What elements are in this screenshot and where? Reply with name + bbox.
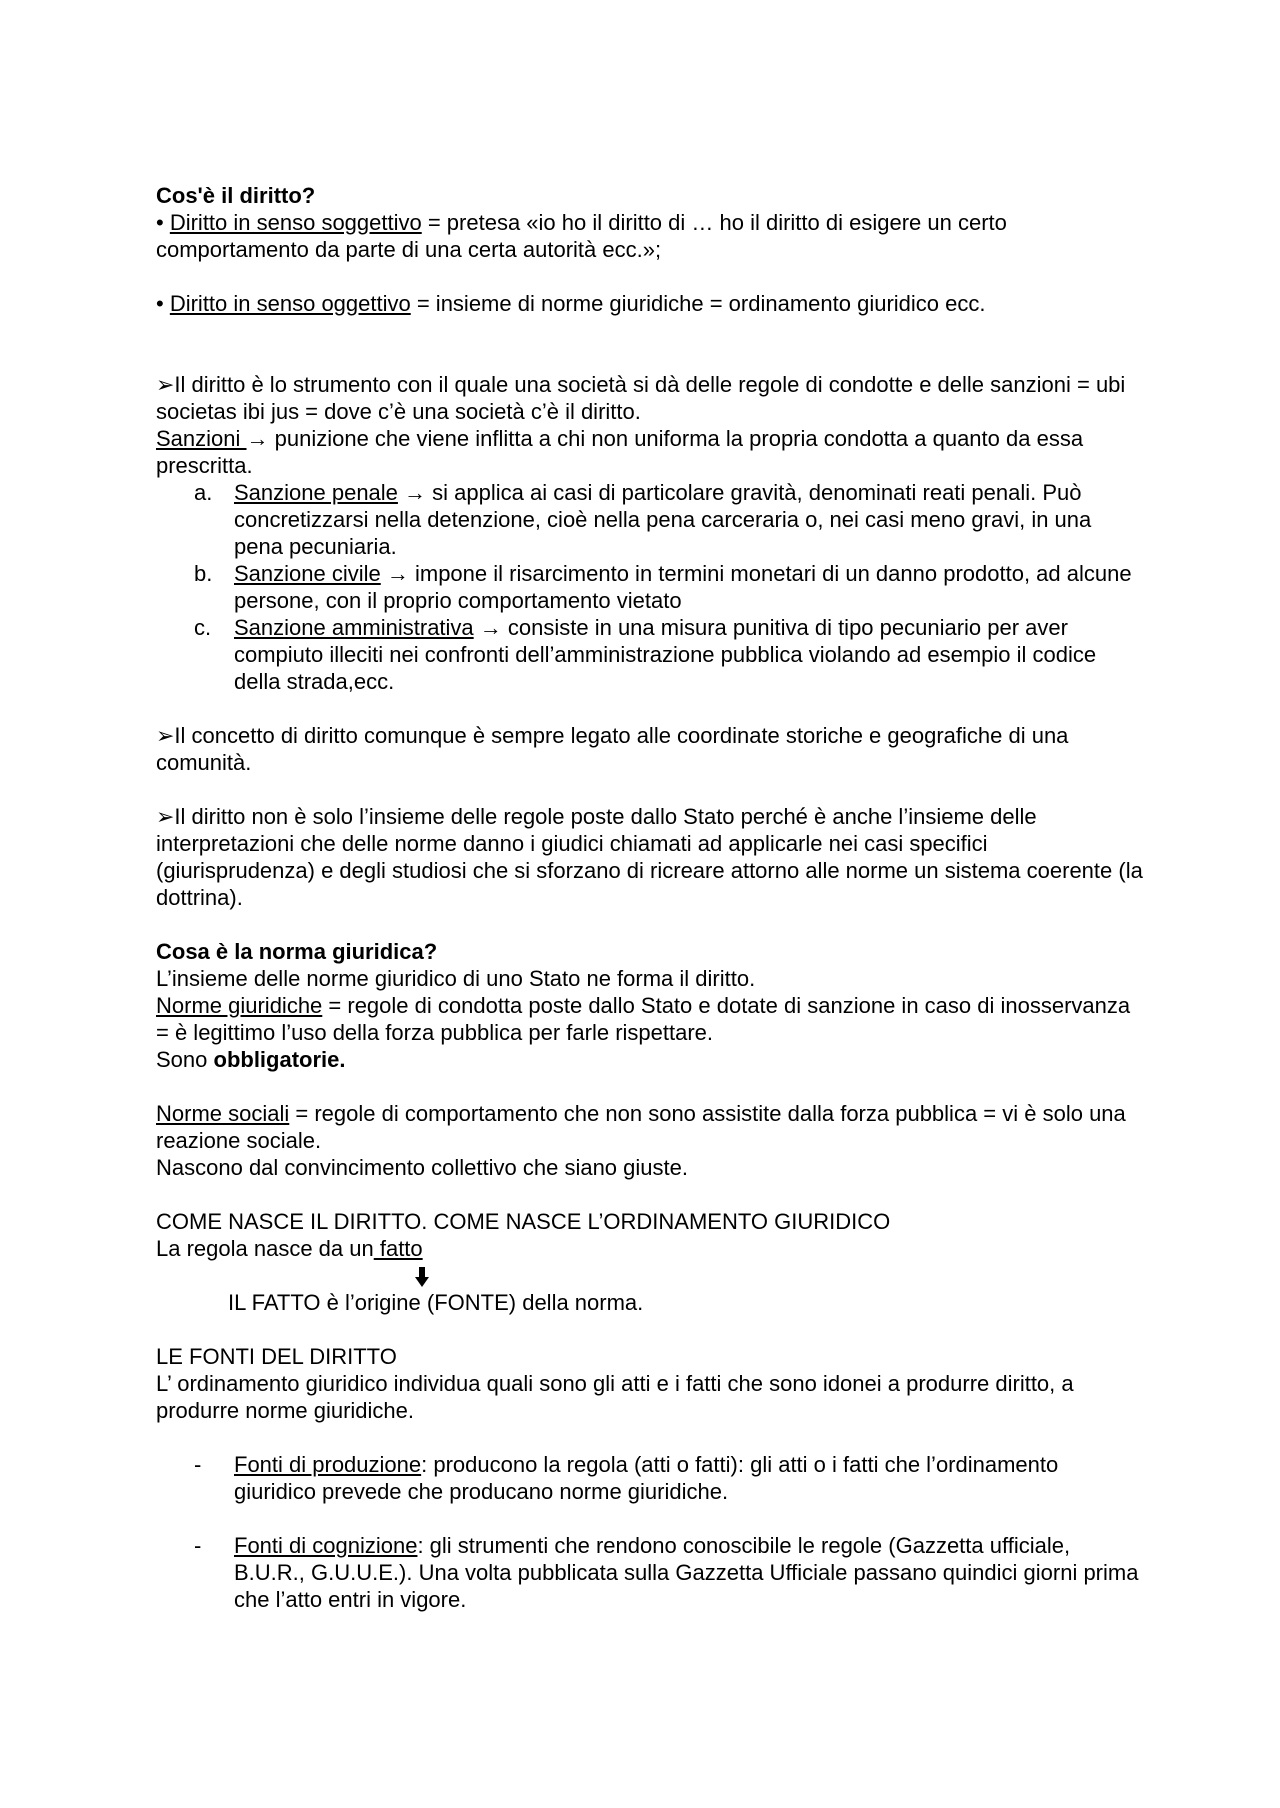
fonti-item-cognizione (156, 1532, 1146, 1613)
term-sanzione-amministrativa: Sanzione amministrativa (234, 615, 474, 640)
norme-sociali-definition (156, 1100, 1146, 1154)
bullet-marker: • (156, 291, 164, 316)
term-fonti-produzione: Fonti di produzione (234, 1452, 422, 1477)
nascono-line: Nascono dal convincimento collettivo che siano giuste. (156, 1155, 688, 1180)
bullet-marker: • (156, 210, 164, 235)
paragraph-strumento: ➢Il diritto è lo strumento con il quale una società si dà delle regole di condotte e delle sanzioni = ubi societas ibi jus = dove c’è una società c’è il diritto. (156, 372, 1126, 424)
item-text: → impone il risarcimento in termini monetari di un danno prodotto, ad alcune persone, con il proprio comportamento vietato (234, 561, 1132, 613)
norma-line: L’insieme delle norme giuridico di uno Stato ne forma il diritto. (156, 966, 756, 991)
fatto-origine-line: IL FATTO è l’origine (FONTE) della norma. (228, 1290, 644, 1315)
heading-fonti: LE FONTI DEL DIRITTO (156, 1344, 397, 1369)
section-title-diritto: Cos'è il diritto? (156, 183, 316, 208)
term-fatto: fatto (373, 1236, 423, 1261)
term-sanzione-penale: Sanzione penale (234, 480, 398, 505)
term-sanzioni: Sanzioni (156, 426, 247, 451)
item-text: : producono la regola (atti o fatti): gli atti o i fatti che l’ordinamento giuridico prevede che producano norme giuridiche. (234, 1452, 1059, 1504)
list-marker: b. (194, 561, 213, 586)
regola-line (156, 1235, 1146, 1262)
bullet-soggettivo (156, 209, 1146, 263)
paragraph-concetto: ➢Il concetto di diritto comunque è sempre legato alle coordinate storiche e geografiche di una comunità. (156, 723, 1069, 775)
obbligatorie-bold: obbligatorie. (213, 1047, 346, 1072)
down-arrow-row (156, 1262, 1146, 1289)
sanzione-item-civile (156, 560, 1146, 614)
norme-giuridiche-definition (156, 992, 1146, 1046)
item-text: : gli strumenti che rendono conoscibile le regole (Gazzetta ufficiale, B.U.R., G.U.U.E.). Una volta pubblicata sulla Gazzetta Ufficiale passano quindici giorni prima che l’atto entri in vigore. (234, 1533, 1139, 1612)
list-marker: - (194, 1452, 202, 1477)
bullet-text: = pretesa «io ho il diritto di … ho il diritto di esigere un certo comportamento da parte di una certa autorità ecc.»; (156, 210, 1007, 262)
sanzioni-text: → punizione che viene inflitta a chi non uniforma la propria condotta a quanto da essa prescritta. (156, 426, 1084, 478)
term-sanzione-civile: Sanzione civile (234, 561, 381, 586)
term-norme-sociali: Norme sociali (156, 1101, 290, 1126)
document-page (156, 182, 1146, 1613)
sono-prefix: Sono (156, 1047, 214, 1072)
sanzione-item-penale (156, 479, 1146, 560)
item-text: → consiste in una misura punitiva di tipo pecuniario per aver compiuto illeciti nei confronti dell’amministrazione pubblica violando ad esempio il codice della strada,ecc. (234, 615, 1097, 694)
item-text: → si applica ai casi di particolare gravità, denominati reati penali. Può concretizzarsi nella detenzione, cioè nella pena carceraria o, nei casi meno gravi, in una pena pecuniaria. (234, 480, 1092, 559)
bullet-text: = insieme di norme giuridiche = ordinamento giuridico ecc. (410, 291, 986, 316)
definition-text: = regole di comportamento che non sono assistite dalla forza pubblica = vi è solo una reazione sociale. (156, 1101, 1126, 1153)
list-marker: a. (194, 480, 213, 505)
paragraph-interpretazioni: ➢Il diritto non è solo l’insieme delle regole poste dallo Stato perché è anche l’insieme delle interpretazioni che delle norme danno i giudici chiamati ad applicarle nei casi specifici (giurisprudenza) e degli studiosi che si sforzano di ricreare attorno alle norme un sistema coerente (la dottrina). (156, 804, 1143, 910)
term-norme-giuridiche: Norme giuridiche (156, 993, 323, 1018)
term-oggettivo: Diritto in senso oggettivo (169, 291, 411, 316)
list-marker: - (194, 1533, 202, 1558)
list-marker: c. (194, 615, 212, 640)
section-title-norma: Cosa è la norma giuridica? (156, 939, 438, 964)
term-fonti-cognizione: Fonti di cognizione (234, 1533, 418, 1558)
fonti-item-produzione (156, 1451, 1146, 1505)
definition-text: = regole di condotta poste dallo Stato e dotate di sanzione in caso di inosservanza = è legittimo l’uso della forza pubblica per farle rispettare. (156, 993, 1131, 1045)
obbligatorie-line (156, 1046, 1146, 1073)
sanzione-item-amministrativa (156, 614, 1146, 695)
bullet-oggettivo (156, 290, 1146, 317)
arrow-down-icon (414, 1265, 430, 1289)
heading-come-nasce: COME NASCE IL DIRITTO. COME NASCE L’ORDINAMENTO GIURIDICO (156, 1209, 891, 1234)
fonti-intro: L’ ordinamento giuridico individua quali sono gli atti e i fatti che sono idonei a produrre diritto, a produrre norme giuridiche. (156, 1371, 1074, 1423)
term-soggettivo: Diritto in senso soggettivo (169, 210, 422, 235)
regola-prefix: La regola nasce da un (156, 1236, 374, 1261)
sanzioni-definition (156, 425, 1146, 479)
